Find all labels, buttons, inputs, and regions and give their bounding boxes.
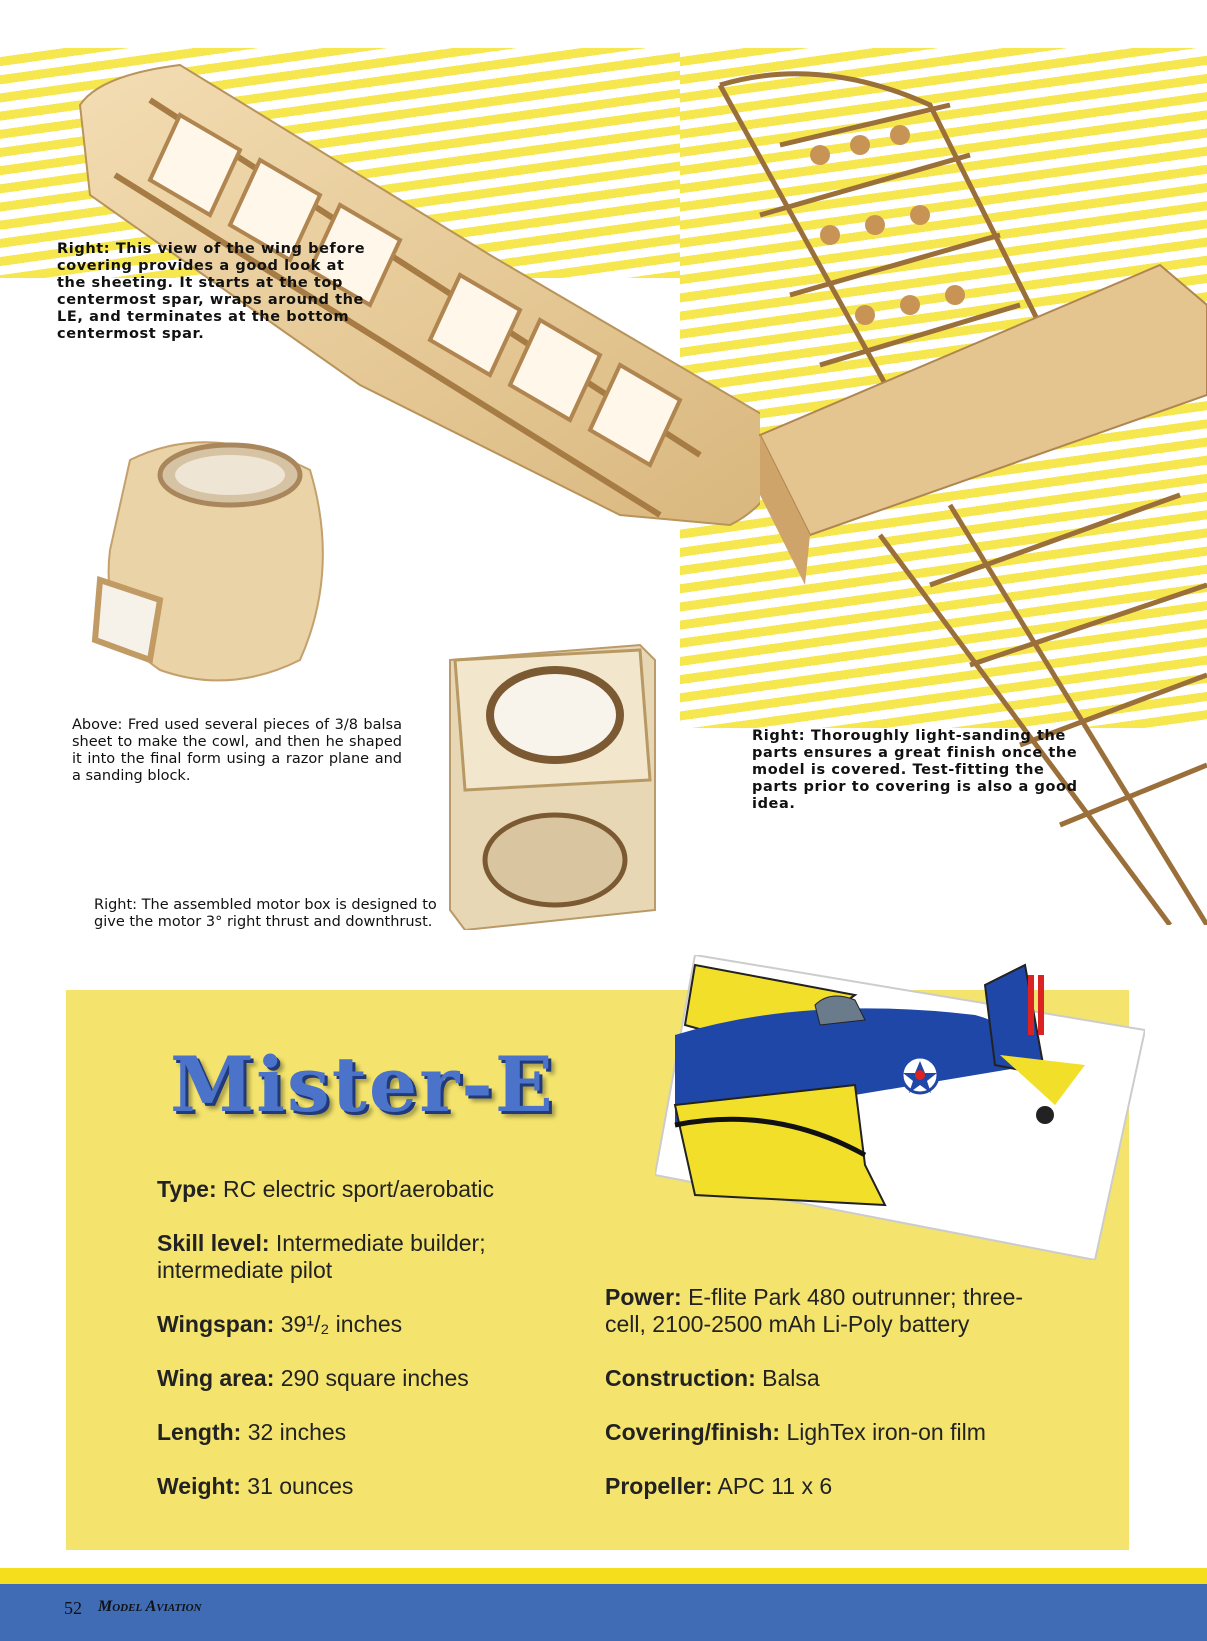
page-title: Mister-E — [170, 1040, 555, 1129]
motor-box-photo — [445, 640, 660, 930]
caption-motor-box: Right: The assembled motor box is designed to give the motor 3° right thrust and downthrust. — [94, 897, 437, 930]
spec-length — [157, 1419, 547, 1446]
spec-label: Propeller: — [605, 1473, 713, 1499]
spec-value: E-flite Park 480 outrunner; three-cell, 2100-2500 mAh Li-Poly battery — [605, 1284, 1024, 1337]
caption-sanding: Right: Thoroughly light-sanding the parts ensures a great finish once the model is covered. Test-fitting the parts prior to covering is also a good idea. — [752, 728, 1078, 812]
spec-value: Intermediate builder; intermediate pilot — [157, 1230, 486, 1283]
spec-label: Wing area: — [157, 1365, 275, 1391]
caption-wing-sheeting: Right: This view of the wing before covering provides a good look at the sheeting. It starts at the top centermost spar, wraps around the LE, and terminates at the bottom centermost spar. — [57, 241, 366, 342]
spec-label: Skill level: — [157, 1230, 270, 1256]
spec-value: APC 11 x 6 — [717, 1473, 833, 1499]
spec-wing-area — [157, 1365, 547, 1392]
spec-label: Wingspan: — [157, 1311, 275, 1337]
spec-weight — [157, 1473, 547, 1500]
footer-yellow-band — [0, 1568, 1207, 1584]
airplane-photo — [655, 955, 1145, 1260]
spec-label: Length: — [157, 1419, 242, 1445]
spec-construction — [605, 1365, 1055, 1392]
spec-value: 31 ounces — [247, 1473, 354, 1499]
magazine-name: Model Aviation — [98, 1598, 202, 1615]
spec-value: RC electric sport/aerobatic — [223, 1176, 495, 1202]
spec-value: Balsa — [762, 1365, 820, 1391]
spec-value: 32 inches — [247, 1419, 347, 1445]
spec-skill-level — [157, 1230, 527, 1284]
spec-power — [605, 1284, 1055, 1338]
spec-label: Weight: — [157, 1473, 241, 1499]
spec-propeller — [605, 1473, 1055, 1500]
caption-cowl: Above: Fred used several pieces of 3/8 balsa sheet to make the cowl, and then he shaped it into the final form using a razor plane and a sanding block. — [72, 717, 402, 784]
spec-label: Covering/finish: — [605, 1419, 781, 1445]
spec-wingspan — [157, 1311, 547, 1338]
spec-label: Power: — [605, 1284, 682, 1310]
spec-type — [157, 1176, 547, 1203]
spec-label: Construction: — [605, 1365, 756, 1391]
page-number: 52 — [64, 1598, 82, 1618]
spec-value: 39¹/₂ inches — [280, 1311, 403, 1337]
spec-covering — [605, 1419, 1055, 1446]
spec-value: 290 square inches — [280, 1365, 469, 1391]
cowl-photo — [90, 430, 350, 695]
spec-value: LighTex iron-on film — [786, 1419, 986, 1445]
spec-label: Type: — [157, 1176, 217, 1202]
